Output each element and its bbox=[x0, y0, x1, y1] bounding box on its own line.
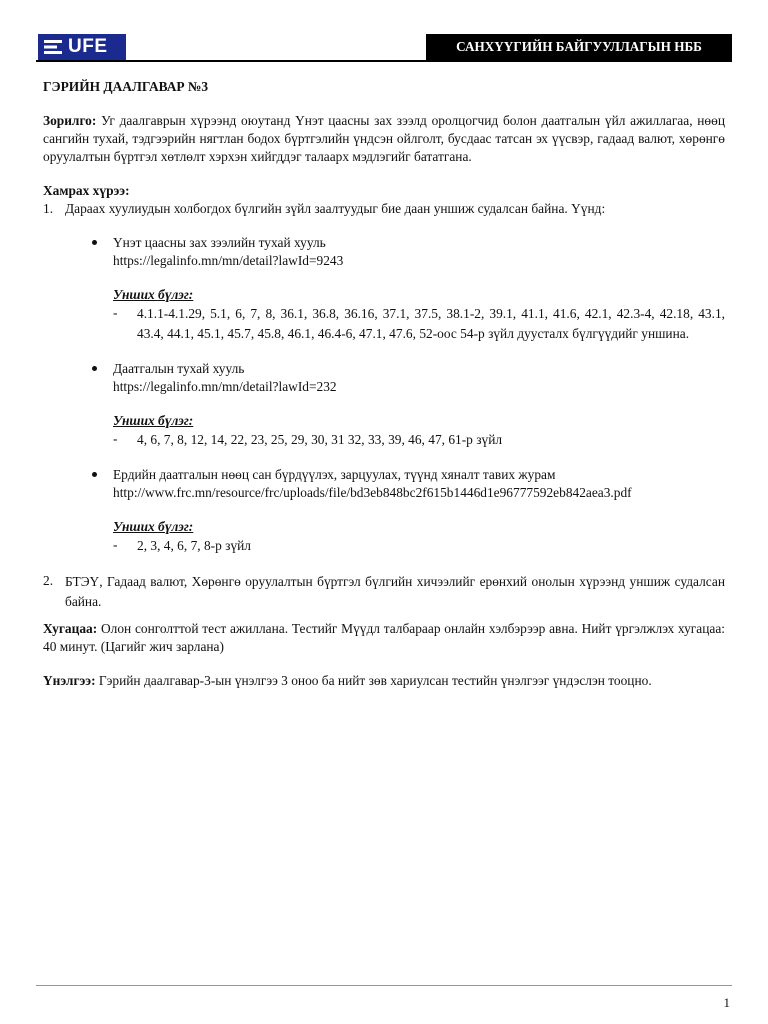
read-sections bbox=[113, 430, 725, 450]
law-list bbox=[91, 234, 725, 556]
law-item bbox=[91, 234, 725, 252]
read-sections bbox=[113, 536, 725, 556]
sections-text: 2, 3, 4, 6, 7, 8-р зүйл bbox=[137, 538, 251, 553]
scope-item-2-text: БТЭҮ, Гадаад валют, Хөрөнгө оруулалтын бүртгэл бүлгийн хичээлийг ерөнхий онолын хүрээнд уншиж судалсан байна. bbox=[65, 574, 725, 609]
bullet-icon bbox=[91, 466, 113, 484]
spacer bbox=[43, 556, 725, 572]
spacer bbox=[91, 396, 725, 412]
spacer bbox=[43, 166, 725, 182]
dash-marker: - bbox=[113, 431, 118, 446]
footer-divider bbox=[36, 985, 732, 986]
read-chapter-label: Унших бүлэг: bbox=[113, 287, 194, 302]
logo-text: UFE bbox=[68, 36, 108, 57]
assignment-title: ГЭРИЙН ДААЛГАВАР №3 bbox=[43, 79, 209, 94]
dash-marker: - bbox=[113, 537, 118, 552]
scope-item-2 bbox=[43, 572, 725, 612]
law-name: Үнэт цаасны зах зээлийн тухай хууль bbox=[113, 235, 326, 250]
duration-paragraph bbox=[43, 620, 725, 656]
spacer bbox=[91, 344, 725, 360]
goal-label: Зорилго: bbox=[43, 113, 97, 128]
scope-item-1-text: Дараах хуулиудын холбогдох бүлгийн зүйл заалтуудыг бие даан уншиж судалсан байна. Үүнд: bbox=[65, 201, 606, 216]
scope-label: Хамрах хүрээ: bbox=[43, 183, 130, 198]
page-number: 1 bbox=[723, 995, 730, 1010]
document-body bbox=[43, 78, 725, 690]
spacer bbox=[91, 502, 725, 518]
read-chapter-label: Унших бүлэг: bbox=[113, 519, 194, 534]
spacer bbox=[43, 612, 725, 620]
ufe-logo bbox=[38, 34, 126, 60]
spacer bbox=[43, 656, 725, 672]
scope-item-2-number: 2. bbox=[43, 573, 54, 588]
law-url[interactable]: https://legalinfo.mn/mn/detail?lawId=232 bbox=[113, 379, 337, 394]
sections-text: 4, 6, 7, 8, 12, 14, 22, 23, 25, 29, 30, 31 32, 33, 39, 46, 47, 61-р зүйл bbox=[137, 432, 503, 447]
read-chapter-label: Унших бүлэг: bbox=[113, 413, 194, 428]
page-header bbox=[36, 34, 732, 62]
goal-text: Уг даалгаврын хүрээнд оюутанд Үнэт цаасны зах зээлд оролцогчид болон даатгалын үйл ажиллагаа, нөөц сангийн тухай, тэдгээрийн нягтлан бодох бүртгэлийн үндсэн ойлголт, бусдаас татсан эх үүсвэр, гадаад валют, хөрөнгө оруулалтын бүртгэл хөтлөлт хэрхэн хийгддэг талаарх мэдлэгийг бататгана. bbox=[43, 113, 725, 164]
bullet-icon bbox=[91, 360, 113, 378]
duration-text: Олон сонголттой тест ажиллана. Тестийг Мүүдл талбараар онлайн хэлбэрээр авна. Нийт үргэлжлэх хугацаа: 40 минут. (Цагийг жич зарлана) bbox=[43, 621, 725, 654]
spacer bbox=[43, 96, 725, 112]
scope-item-1 bbox=[43, 200, 725, 218]
org-name-banner bbox=[426, 34, 732, 60]
law-item bbox=[91, 360, 725, 378]
law-url[interactable]: http://www.frc.mn/resource/frc/uploads/file/bd3eb848bc2f615b1446d1e96777592eb842aea3.pdf bbox=[113, 485, 632, 500]
spacer bbox=[91, 270, 725, 286]
duration-label: Хугацаа: bbox=[43, 621, 98, 636]
spacer bbox=[91, 450, 725, 466]
header-divider bbox=[36, 60, 732, 62]
org-name: САНХҮҮГИЙН БАЙГУУЛЛАГЫН НББ bbox=[456, 39, 702, 54]
goal-paragraph bbox=[43, 112, 725, 166]
law-name: Ердийн даатгалын нөөц сан бүрдүүлэх, зарцуулах, түүнд хяналт тавих журам bbox=[113, 467, 556, 482]
ufe-logo-icon bbox=[44, 38, 62, 56]
scope-item-1-number: 1. bbox=[43, 201, 54, 216]
spacer bbox=[43, 218, 725, 234]
sections-text: 4.1.1-4.1.29, 5.1, 6, 7, 8, 36.1, 36.8, 36.16, 37.1, 37.5, 38.1-2, 39.1, 41.1, 41.6, 42.1, 42.3-4, 42.18, 43.1, 43.4, 44.1, 45.1, 45.7, 45.8, 46.1, 46.4-6, 47.1, 47.6, 52-оос 54-р зүйл дуусталх бүлгүүдийг уншина. bbox=[137, 306, 725, 341]
bullet-icon bbox=[91, 234, 113, 252]
evaluation-label: Үнэлгээ: bbox=[43, 673, 96, 688]
evaluation-text: Гэрийн даалгавар-3-ын үнэлгээ 3 оноо ба нийт зөв хариулсан тестийн үнэлгээг үндэслэн тооцно. bbox=[95, 673, 652, 688]
law-name: Даатгалын тухай хууль bbox=[113, 361, 245, 376]
law-url[interactable]: https://legalinfo.mn/mn/detail?lawId=9243 bbox=[113, 253, 344, 268]
dash-marker: - bbox=[113, 305, 118, 320]
law-item bbox=[91, 466, 725, 484]
read-sections bbox=[113, 304, 725, 344]
evaluation-paragraph bbox=[43, 672, 725, 690]
